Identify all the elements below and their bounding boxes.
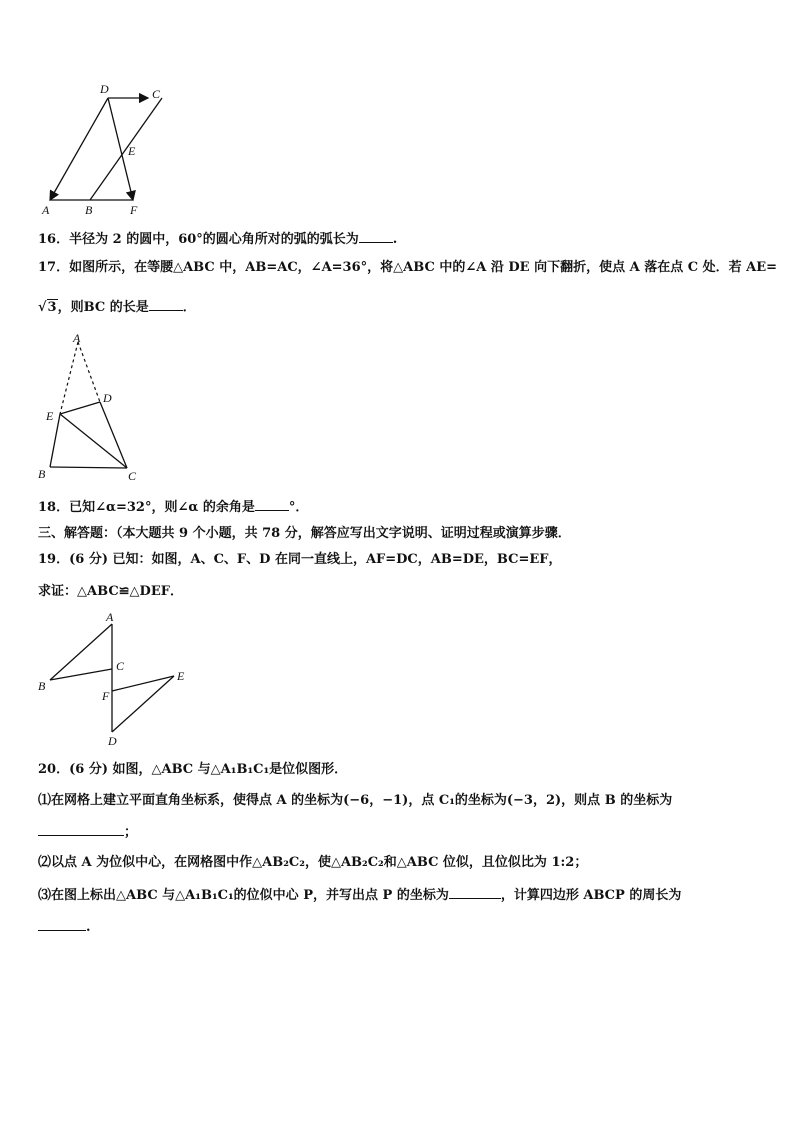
label-E: E (46, 409, 54, 423)
label-A: A (106, 610, 114, 624)
label-F: F (102, 689, 110, 703)
question-18-text: 18．已知∠α=32°，则∠α 的余角是 (38, 500, 255, 515)
label-D: D (108, 734, 117, 748)
answer-blank-20-1[interactable] (38, 823, 124, 836)
label-A: A (42, 203, 50, 217)
question-20-line-1 (38, 762, 347, 778)
question-17-line-1 (38, 260, 777, 276)
answer-blank-20-2[interactable] (449, 886, 501, 899)
question-16 (38, 230, 397, 248)
question-17-end: ． (182, 300, 196, 315)
question-20-part-2-text: ⑵以点 A 为位似中心，在网格图中作△AB₂C₂，使△AB₂C₂和△ABC 位似，且位似比为 1:2； (38, 855, 588, 870)
question-20-part-2 (38, 855, 587, 871)
label-F: F (130, 203, 138, 217)
figure-parallelogram (30, 78, 180, 220)
question-20-part-3-text: ⑶在图上标出△ABC 与△A₁B₁C₁的位似中心 P，并写出点 P 的坐标为 (38, 888, 449, 903)
figure-congruent-triangles (30, 608, 200, 750)
section-3-text: 三、解答题：（本大题共 9 个小题，共 78 分，解答应写出文字说明、证明过程或演算步骤． (38, 526, 571, 541)
label-E: E (177, 669, 185, 683)
answer-blank-17[interactable] (149, 298, 183, 311)
question-20-part-1-answer (38, 823, 137, 841)
question-20-part-3-answer (38, 918, 91, 936)
label-E: E (128, 144, 136, 158)
label-C: C (152, 87, 161, 101)
question-16-text: 16．半径为 2 的圆中，60°的圆心角所对的弧的弧长为 (38, 232, 359, 247)
question-19-text-1: 19．(6 分) 已知：如图，A、C、F、D 在同一直线上，AF=DC，AB=DE，BC=EF， (38, 552, 562, 567)
question-18-end: °． (288, 500, 309, 515)
question-20-part-3 (38, 886, 681, 904)
question-16-end: . (392, 232, 398, 247)
question-20-part-1-end: ； (124, 825, 138, 840)
sqrt-symbol: √ (38, 300, 47, 315)
label-B: B (38, 467, 46, 481)
answer-blank-20-3[interactable] (38, 918, 86, 931)
question-17-line-2 (38, 298, 196, 316)
answer-blank-18[interactable] (255, 498, 289, 511)
question-19-line-1 (38, 552, 562, 568)
question-19-line-2 (38, 584, 183, 600)
question-19-text-2: 求证：△ABC≌△DEF． (38, 584, 183, 599)
question-20-part-3-end: . (86, 920, 91, 935)
question-17-text-1: 17．如图所示，在等腰△ABC 中，AB=AC，∠A=36°，将△ABC 中的∠A 沿 DE 向下翻折，使点 A 落在点 C 处．若 AE= (38, 260, 778, 275)
label-C: C (128, 469, 137, 483)
question-20-part-1-text: ⑴在网格上建立平面直角坐标系，使得点 A 的坐标为(−6，−1)，点 C₁的坐标为(−3，2)，则点 B 的坐标为 (38, 793, 673, 808)
question-18 (38, 498, 308, 516)
section-3-heading (38, 526, 571, 542)
question-20-text-1: 20．(6 分) 如图，△ABC 与△A₁B₁C₁是位似图形． (38, 762, 348, 777)
sqrt-radicand: 3 (47, 300, 57, 315)
label-B: B (85, 203, 93, 217)
sqrt-expression (38, 299, 58, 315)
label-D: D (100, 82, 109, 96)
question-20-part-3-mid: ，计算四边形 ABCP 的周长为 (500, 888, 682, 903)
figure-isosceles-fold (30, 330, 150, 485)
label-A: A (73, 331, 81, 345)
question-17-text-2: ，则BC 的长是 (57, 300, 149, 315)
label-B: B (38, 679, 46, 693)
question-20-part-1 (38, 793, 672, 809)
label-D: D (103, 391, 112, 405)
answer-blank-16[interactable] (359, 230, 393, 243)
label-C: C (116, 659, 125, 673)
